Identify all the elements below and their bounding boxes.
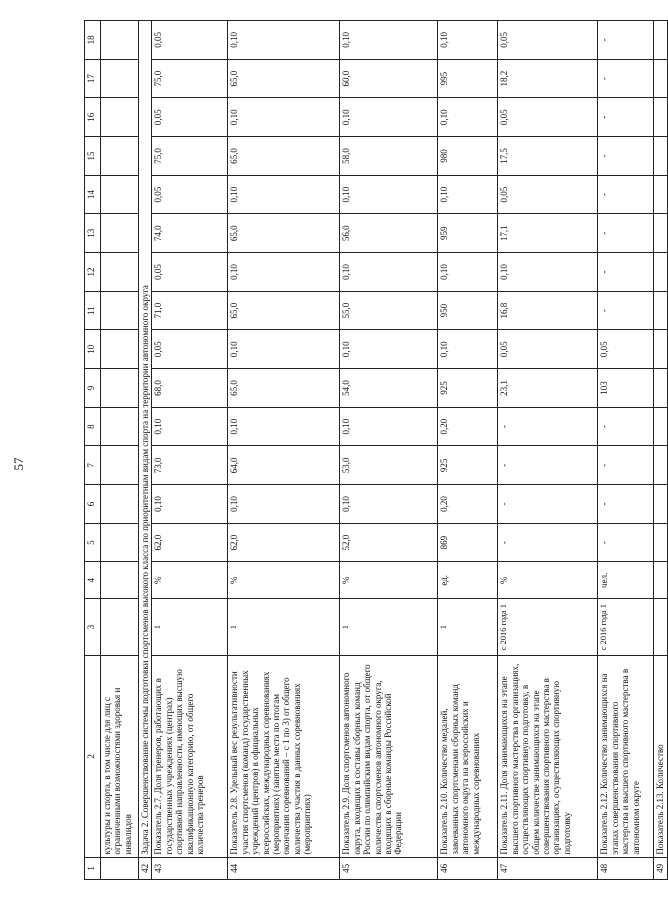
table-body [85, 21, 668, 880]
value-cell: 0,10 [498, 253, 598, 292]
value-cell: 925 [438, 446, 498, 485]
unit-cell [654, 562, 668, 599]
value-cell: 0,10 [438, 330, 498, 369]
value-cell: 995 [438, 59, 498, 98]
value-cell: 0,05 [152, 21, 228, 60]
value-cell: 0,10 [228, 407, 340, 446]
column-number-cell: 6 [85, 485, 101, 524]
indicator-name-cell: Показатель 2.11. Доля занимающихся на этапе высшего спортивного мастерства в организациях, осуществляющих спортивную подготовку, в общем количестве занимающихся на этапе совершенствования спортивного мастерства в организациях, осуществляющих спортивную подготовку [498, 656, 598, 858]
value-cell: 60,0 [340, 59, 438, 98]
unit-cell: чел. [598, 562, 654, 599]
value-cell [654, 21, 668, 60]
value-cell: - [498, 523, 598, 562]
page-number: 57 [11, 457, 26, 471]
value-cell: 23,1 [498, 369, 598, 408]
table-row [654, 21, 668, 880]
value-cell: 52,0 [340, 523, 438, 562]
indicator-name-cell: Показатель 2.12. Количество занимающихся на этапах совершенствования спортивного мастерства и высшего спортивного мастерства в автономном округе [598, 656, 654, 858]
value-cell: 0,10 [228, 253, 340, 292]
row-number-cell: 46 [438, 857, 498, 879]
column-number-cell: 7 [85, 446, 101, 485]
value-cell [654, 98, 668, 137]
value-cell: 0,05 [152, 330, 228, 369]
value-cell [654, 137, 668, 176]
value-cell: 0,10 [438, 253, 498, 292]
value-cell: 54,0 [340, 369, 438, 408]
value-cell [654, 407, 668, 446]
indicator-name-cell: Показатель 2.9. Доля спортсменов автономного округа, входящих в составы сборных команд России по олимпийским видам спорта, от общего количества спортсменов автономного округа, входящих в сборные команды Российской Федерации [340, 656, 438, 858]
value-cell: 0,10 [152, 407, 228, 446]
value-cell: 0,10 [340, 330, 438, 369]
value-cell [101, 253, 139, 292]
value-cell: - [498, 407, 598, 446]
column-number-cell: 3 [85, 599, 101, 656]
row-number-cell: 45 [340, 857, 438, 879]
table-row [340, 21, 438, 880]
base-column-cell: 1 [340, 599, 438, 656]
base-column-cell: 1 [152, 599, 228, 656]
value-cell: 17,1 [498, 214, 598, 253]
value-cell: 0,10 [340, 407, 438, 446]
value-cell [101, 485, 139, 524]
row-number-cell [101, 857, 139, 879]
value-cell [101, 523, 139, 562]
value-cell: 62,0 [228, 523, 340, 562]
value-cell: 0,10 [340, 485, 438, 524]
value-cell: 65,0 [228, 291, 340, 330]
value-cell: - [598, 214, 654, 253]
indicator-name-cell: Показатель 2.7. Доля тренеров, работающих в государственных учреждениях (центрах) спортивной направленности, имеющих высшую квалификационную категорию, от общего количества тренеров [152, 656, 228, 858]
value-cell: 0,10 [228, 175, 340, 214]
task-row [139, 21, 152, 880]
value-cell [654, 59, 668, 98]
value-cell: 73,0 [152, 446, 228, 485]
value-cell: 0,05 [598, 330, 654, 369]
table-row [438, 21, 498, 880]
column-number-cell: 8 [85, 407, 101, 446]
row-number-cell: 43 [152, 857, 228, 879]
row-number-cell: 49 [654, 857, 668, 879]
column-number-cell: 11 [85, 291, 101, 330]
value-cell: 75,0 [152, 137, 228, 176]
value-cell: - [598, 137, 654, 176]
column-number-cell: 1 [85, 857, 101, 879]
column-number-cell: 12 [85, 253, 101, 292]
base-column-cell: с 2016 года 1 [598, 599, 654, 656]
value-cell [101, 175, 139, 214]
unit-cell: % [340, 562, 438, 599]
unit-cell: % [228, 562, 340, 599]
value-cell: 0,10 [438, 175, 498, 214]
value-cell: - [498, 446, 598, 485]
value-cell: - [598, 407, 654, 446]
row-number-cell: 42 [139, 857, 152, 879]
value-cell [654, 214, 668, 253]
table-row [598, 21, 654, 880]
value-cell: 58,0 [340, 137, 438, 176]
value-cell: 0,05 [152, 175, 228, 214]
value-cell: 18,2 [498, 59, 598, 98]
value-cell: - [498, 485, 598, 524]
value-cell: 0,10 [438, 98, 498, 137]
value-cell: 0,20 [438, 407, 498, 446]
value-cell: 64,0 [228, 446, 340, 485]
value-cell: 55,0 [340, 291, 438, 330]
value-cell: 0,10 [228, 330, 340, 369]
value-cell: 0,05 [498, 330, 598, 369]
value-cell: 869 [438, 523, 498, 562]
column-number-cell: 18 [85, 21, 101, 60]
indicator-name-cell: Показатель 2.13. Количество [654, 656, 668, 858]
column-number-cell: 14 [85, 175, 101, 214]
indicator-name-cell: Показатель 2.8. Удельный вес результативности участия спортсменов (команд) государственных учреждений (центров) в официальных всероссийских, международных соревнованиях (мероприятиях) (занятые места по итогам окончания соревнований – с 1 по 3) от общего количества участия в данных соревнованиях (мероприятиях) [228, 656, 340, 858]
value-cell [101, 98, 139, 137]
value-cell: 17,5 [498, 137, 598, 176]
value-cell: 0,10 [438, 21, 498, 60]
base-column-cell: с 2016 года 1 [498, 599, 598, 656]
value-cell [654, 485, 668, 524]
value-cell: 980 [438, 137, 498, 176]
value-cell: 0,05 [152, 98, 228, 137]
value-cell: 0,05 [498, 98, 598, 137]
column-number-cell: 10 [85, 330, 101, 369]
task-title-cell: Задача 2. Совершенствование системы подготовки спортсменов высокого класса по приоритетным видам спорта на территории автономного округа [139, 21, 152, 858]
value-cell: - [598, 446, 654, 485]
value-cell: 65,0 [228, 59, 340, 98]
value-cell: 950 [438, 291, 498, 330]
value-cell: 65,0 [228, 137, 340, 176]
row-number-cell: 48 [598, 857, 654, 879]
value-cell: - [598, 291, 654, 330]
column-number-cell: 9 [85, 369, 101, 408]
value-cell [654, 330, 668, 369]
value-cell [654, 175, 668, 214]
column-number-cell: 17 [85, 59, 101, 98]
column-number-cell: 5 [85, 523, 101, 562]
value-cell [101, 59, 139, 98]
value-cell: 16,8 [498, 291, 598, 330]
value-cell: - [598, 523, 654, 562]
value-cell [654, 253, 668, 292]
value-cell: 0,10 [228, 485, 340, 524]
value-cell [101, 21, 139, 60]
value-cell: 0,10 [340, 253, 438, 292]
unit-cell [101, 562, 139, 599]
value-cell: 0,10 [340, 98, 438, 137]
value-cell: - [598, 59, 654, 98]
value-cell: 0,10 [340, 175, 438, 214]
column-number-cell: 2 [85, 656, 101, 858]
indicator-name-cell: культуры и спорта, в том числе для лиц с ограниченными возможностями здоровья и инвалидов [101, 656, 139, 858]
value-cell: 959 [438, 214, 498, 253]
value-cell: 62,0 [152, 523, 228, 562]
value-cell: - [598, 98, 654, 137]
value-cell: 0,10 [340, 21, 438, 60]
value-cell: 0,10 [152, 485, 228, 524]
base-column-cell: 1 [438, 599, 498, 656]
value-cell: 925 [438, 369, 498, 408]
value-cell: 56,0 [340, 214, 438, 253]
column-number-cell: 13 [85, 214, 101, 253]
table-row [228, 21, 340, 880]
value-cell [101, 330, 139, 369]
value-cell: 71,0 [152, 291, 228, 330]
value-cell: 65,0 [228, 369, 340, 408]
base-column-cell [654, 599, 668, 656]
table-row [152, 21, 228, 880]
value-cell: - [598, 253, 654, 292]
value-cell: 53,0 [340, 446, 438, 485]
table-row [498, 21, 598, 880]
value-cell [101, 214, 139, 253]
row-number-cell: 44 [228, 857, 340, 879]
column-number-cell: 16 [85, 98, 101, 137]
base-column-cell [101, 599, 139, 656]
value-cell [101, 291, 139, 330]
column-number-row [85, 21, 101, 880]
value-cell [101, 407, 139, 446]
indicators-table [84, 20, 668, 880]
value-cell: 0,10 [228, 21, 340, 60]
table-row [101, 21, 139, 880]
value-cell [654, 369, 668, 408]
value-cell: 0,05 [498, 175, 598, 214]
value-cell: 0,10 [228, 98, 340, 137]
value-cell: 103 [598, 369, 654, 408]
unit-cell: % [498, 562, 598, 599]
value-cell [101, 446, 139, 485]
value-cell: 65,0 [228, 214, 340, 253]
unit-cell: % [152, 562, 228, 599]
value-cell: 74,0 [152, 214, 228, 253]
row-number-cell: 47 [498, 857, 598, 879]
value-cell [654, 291, 668, 330]
value-cell: 0,20 [438, 485, 498, 524]
column-number-cell: 4 [85, 562, 101, 599]
value-cell: 75,0 [152, 59, 228, 98]
value-cell [654, 446, 668, 485]
value-cell [101, 369, 139, 408]
value-cell: - [598, 21, 654, 60]
value-cell: 0,05 [498, 21, 598, 60]
value-cell: - [598, 485, 654, 524]
base-column-cell: 1 [228, 599, 340, 656]
column-number-cell: 15 [85, 137, 101, 176]
value-cell [654, 523, 668, 562]
value-cell: 68,0 [152, 369, 228, 408]
indicator-name-cell: Показатель 2.10. Количество медалей, завоеванных спортсменами сборных команд автономного округа на всероссийских и международных соревнованиях [438, 656, 498, 858]
unit-cell: ед. [438, 562, 498, 599]
rotated-table-wrapper [84, 20, 666, 880]
value-cell [101, 137, 139, 176]
value-cell: 0,05 [152, 253, 228, 292]
value-cell: - [598, 175, 654, 214]
